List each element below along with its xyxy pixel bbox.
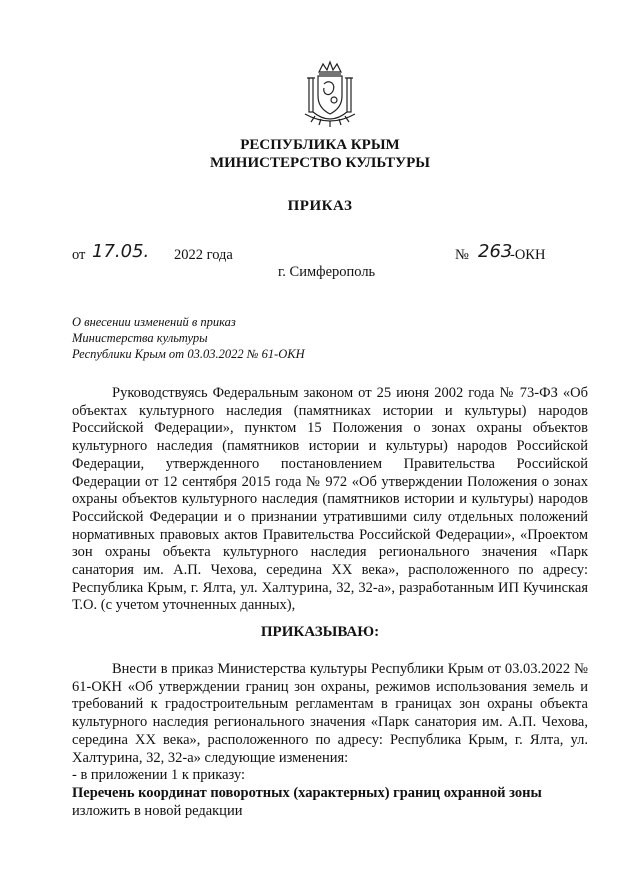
preamble-block: [72, 385, 588, 615]
subject-line-2: Министерства культуры: [72, 331, 208, 345]
org-name-ministry: МИНИСТЕРСТВО КУЛЬТУРЫ: [209, 155, 431, 171]
operative-block: [72, 661, 588, 820]
number-prefix: №: [455, 247, 469, 263]
date-prefix: от: [72, 247, 86, 263]
preamble-paragraph: Руководствуясь Федеральным законом от 25 июня 2002 года № 73-ФЗ «Об объектах культурного наследия (памятниках истории и культуры) народов Российской Федерации», пунктом 15 Положения о зонах охраны объектов культурного наследия (памятников истории и культуры) народов Российской Федерации, утвержденного постановлением Правительства Российской Федерации от 12 сентября 2015 года № 972 «Об утверждении Положения о зонах охраны объектов культурного наследия (памятников истории и культуры) народов Российской Федерации и о признании утратившими силу отдельных положений нормативных правовых актов Правительства Российской Федерации», «Проектом зон охраны объекта культурного наследия регионального значения «Парк санатория им. А.П. Чехова, середина XX века», расположенного по адресу: Республика Крым, г. Ялта, ул. Халтурина, 32, 32-а», разработанным ИП Кучинская Т.О. (с учетом уточненных данных),: [72, 385, 588, 614]
city-name: г. Симферополь: [278, 264, 376, 280]
org-name-republic: РЕСПУБЛИКА КРЫМ: [240, 137, 400, 153]
handwritten-date: 17.05.: [92, 241, 150, 262]
subject-line-1: О внесении изменений в приказ: [72, 315, 236, 329]
operative-paragraph: Внести в приказ Министерства культуры Республики Крым от 03.03.2022 № 61-ОКН «Об утверждении границ зон охраны, режимов использования земель и требований к градостроительным регламентам в границах зон охраны объекта культурного наследия регионального значения «Парк санатория им. А.П. Чехова, середина XX века», расположенного по адресу: Республика Крым, г. Ялта, ул. Халтурина, 32, 32-а» следующие изменения:: [72, 661, 588, 766]
coordinates-list-title: Перечень координат поворотных (характерных) границ охранной зоны: [72, 784, 542, 801]
handwritten-number: 263: [478, 241, 513, 262]
coat-of-arms-emblem: [297, 58, 363, 128]
new-edition-line: изложить в новой редакции: [72, 802, 243, 819]
decree-heading: ПРИКАЗЫВАЮ:: [260, 624, 380, 640]
number-suffix: -ОКН: [510, 247, 546, 263]
subject-line-3: Республики Крым от 03.03.2022 № 61-ОКН: [72, 347, 305, 361]
document-subject: [72, 314, 372, 362]
document-type-title: ПРИКАЗ: [287, 198, 353, 214]
appendix-list-item: - в приложении 1 к приказу:: [72, 767, 246, 784]
document-year: 2022 года: [174, 247, 233, 263]
